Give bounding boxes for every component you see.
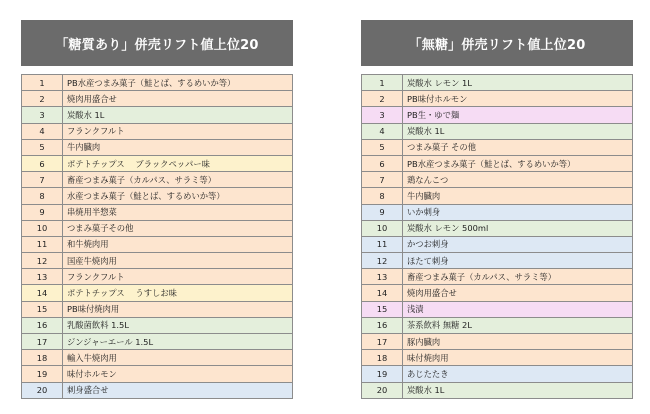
rank-cell: 5 <box>22 139 63 155</box>
rank-cell: 3 <box>362 107 403 123</box>
product-name-cell: あじたたき <box>403 366 633 382</box>
table-row <box>362 204 633 220</box>
table-row <box>362 188 633 204</box>
rank-cell: 9 <box>22 204 63 220</box>
product-name-cell: 牛内臓肉 <box>63 139 293 155</box>
rank-cell: 10 <box>362 220 403 236</box>
table-row <box>22 155 293 171</box>
rank-cell: 3 <box>22 107 63 123</box>
table-row <box>22 366 293 382</box>
rank-cell: 9 <box>362 204 403 220</box>
product-name-cell: 味付焼肉用 <box>403 350 633 366</box>
product-name-cell: PB生・ゆで麺 <box>403 107 633 123</box>
product-name-cell: 炭酸水 1L <box>403 123 633 139</box>
product-name-cell: ジンジャーエール 1.5L <box>63 334 293 350</box>
rank-cell: 12 <box>22 253 63 269</box>
left-ranking-table <box>21 74 293 399</box>
rank-cell: 17 <box>22 334 63 350</box>
product-name-cell: 乳酸菌飲料 1.5L <box>63 317 293 333</box>
product-name-cell: PB水産つまみ菓子（鮭とば、するめいか等） <box>63 75 293 91</box>
product-name-cell: 水産つまみ菓子（鮭とば、するめいか等） <box>63 188 293 204</box>
product-name-cell: PB味付焼肉用 <box>63 301 293 317</box>
product-name-cell: いか刺身 <box>403 204 633 220</box>
rank-cell: 18 <box>362 350 403 366</box>
table-row <box>22 382 293 398</box>
table-row <box>362 301 633 317</box>
table-row <box>362 269 633 285</box>
table-row <box>362 334 633 350</box>
table-row <box>22 139 293 155</box>
product-name-cell: 焼肉用盛合せ <box>63 91 293 107</box>
right-panel-title: 「無糖」併売リフト値上位20 <box>361 20 633 66</box>
rank-cell: 5 <box>362 139 403 155</box>
table-row <box>22 350 293 366</box>
product-name-cell: 国産牛焼肉用 <box>63 253 293 269</box>
product-name-cell: 浅漬 <box>403 301 633 317</box>
table-row <box>22 188 293 204</box>
rank-cell: 6 <box>22 155 63 171</box>
left-ranking-body <box>22 75 293 399</box>
rank-cell: 7 <box>362 172 403 188</box>
rank-cell: 8 <box>22 188 63 204</box>
product-name-cell: 炭酸水 1L <box>63 107 293 123</box>
rank-cell: 18 <box>22 350 63 366</box>
product-name-cell: 牛内臓肉 <box>403 188 633 204</box>
rank-cell: 1 <box>22 75 63 91</box>
rank-cell: 16 <box>22 317 63 333</box>
product-name-cell: 畜産つまみ菓子（カルパス、サラミ等） <box>403 269 633 285</box>
product-name-cell: 炭酸水 レモン 1L <box>403 75 633 91</box>
rank-cell: 14 <box>22 285 63 301</box>
product-name-cell: PB水産つまみ菓子（鮭とば、するめいか等） <box>403 155 633 171</box>
product-name-cell: かつお刺身 <box>403 236 633 252</box>
product-name-cell: 刺身盛合せ <box>63 382 293 398</box>
table-row <box>22 123 293 139</box>
rank-cell: 2 <box>362 91 403 107</box>
table-row <box>362 366 633 382</box>
rank-cell: 15 <box>362 301 403 317</box>
table-row <box>362 317 633 333</box>
table-row <box>22 220 293 236</box>
table-row <box>362 382 633 398</box>
table-row <box>362 91 633 107</box>
table-row <box>22 269 293 285</box>
rank-cell: 16 <box>362 317 403 333</box>
product-name-cell: フランクフルト <box>63 123 293 139</box>
table-row <box>362 236 633 252</box>
table-row <box>22 107 293 123</box>
product-name-cell: 串焼用半惣菜 <box>63 204 293 220</box>
rank-cell: 12 <box>362 253 403 269</box>
rank-cell: 10 <box>22 220 63 236</box>
rank-cell: 20 <box>362 382 403 398</box>
table-row <box>22 75 293 91</box>
rank-cell: 17 <box>362 334 403 350</box>
rank-cell: 2 <box>22 91 63 107</box>
rank-cell: 4 <box>362 123 403 139</box>
product-name-cell: 畜産つまみ菓子（カルパス、サラミ等） <box>63 172 293 188</box>
rank-cell: 11 <box>362 236 403 252</box>
left-ranking-panel <box>21 20 293 399</box>
rank-cell: 13 <box>22 269 63 285</box>
table-row <box>362 172 633 188</box>
product-name-cell: 炭酸水 レモン 500ml <box>403 220 633 236</box>
right-ranking-body <box>362 75 633 399</box>
table-row <box>362 139 633 155</box>
product-name-cell: ポテトチップス うすしお味 <box>63 285 293 301</box>
product-name-cell: 輸入牛焼肉用 <box>63 350 293 366</box>
table-row <box>362 220 633 236</box>
rank-cell: 7 <box>22 172 63 188</box>
rank-cell: 4 <box>22 123 63 139</box>
table-row <box>22 204 293 220</box>
product-name-cell: 炭酸水 1L <box>403 382 633 398</box>
table-row <box>22 172 293 188</box>
table-row <box>362 123 633 139</box>
rank-cell: 20 <box>22 382 63 398</box>
table-row <box>22 253 293 269</box>
product-name-cell: 味付ホルモン <box>63 366 293 382</box>
table-row <box>22 91 293 107</box>
rank-cell: 11 <box>22 236 63 252</box>
table-row <box>22 317 293 333</box>
right-ranking-table <box>361 74 633 399</box>
rank-cell: 15 <box>22 301 63 317</box>
table-row <box>362 350 633 366</box>
product-name-cell: つまみ菓子その他 <box>63 220 293 236</box>
rank-cell: 8 <box>362 188 403 204</box>
table-row <box>22 334 293 350</box>
table-row <box>362 253 633 269</box>
table-row <box>362 75 633 91</box>
product-name-cell: 茶系飲料 無糖 2L <box>403 317 633 333</box>
product-name-cell: PB味付ホルモン <box>403 91 633 107</box>
product-name-cell: ポテトチップス ブラックペッパー味 <box>63 155 293 171</box>
rank-cell: 19 <box>22 366 63 382</box>
product-name-cell: 和牛焼肉用 <box>63 236 293 252</box>
product-name-cell: ほたて刺身 <box>403 253 633 269</box>
table-row <box>362 107 633 123</box>
product-name-cell: 焼肉用盛合せ <box>403 285 633 301</box>
rank-cell: 14 <box>362 285 403 301</box>
right-ranking-panel <box>361 20 633 399</box>
table-row <box>22 301 293 317</box>
product-name-cell: フランクフルト <box>63 269 293 285</box>
table-row <box>362 155 633 171</box>
rank-cell: 13 <box>362 269 403 285</box>
table-row <box>22 236 293 252</box>
left-panel-title: 「糖質あり」併売リフト値上位20 <box>21 20 293 66</box>
rank-cell: 19 <box>362 366 403 382</box>
product-name-cell: 鶏なんこつ <box>403 172 633 188</box>
table-row <box>22 285 293 301</box>
product-name-cell: つまみ菓子 その他 <box>403 139 633 155</box>
rank-cell: 6 <box>362 155 403 171</box>
rank-cell: 1 <box>362 75 403 91</box>
product-name-cell: 豚内臓肉 <box>403 334 633 350</box>
table-row <box>362 285 633 301</box>
